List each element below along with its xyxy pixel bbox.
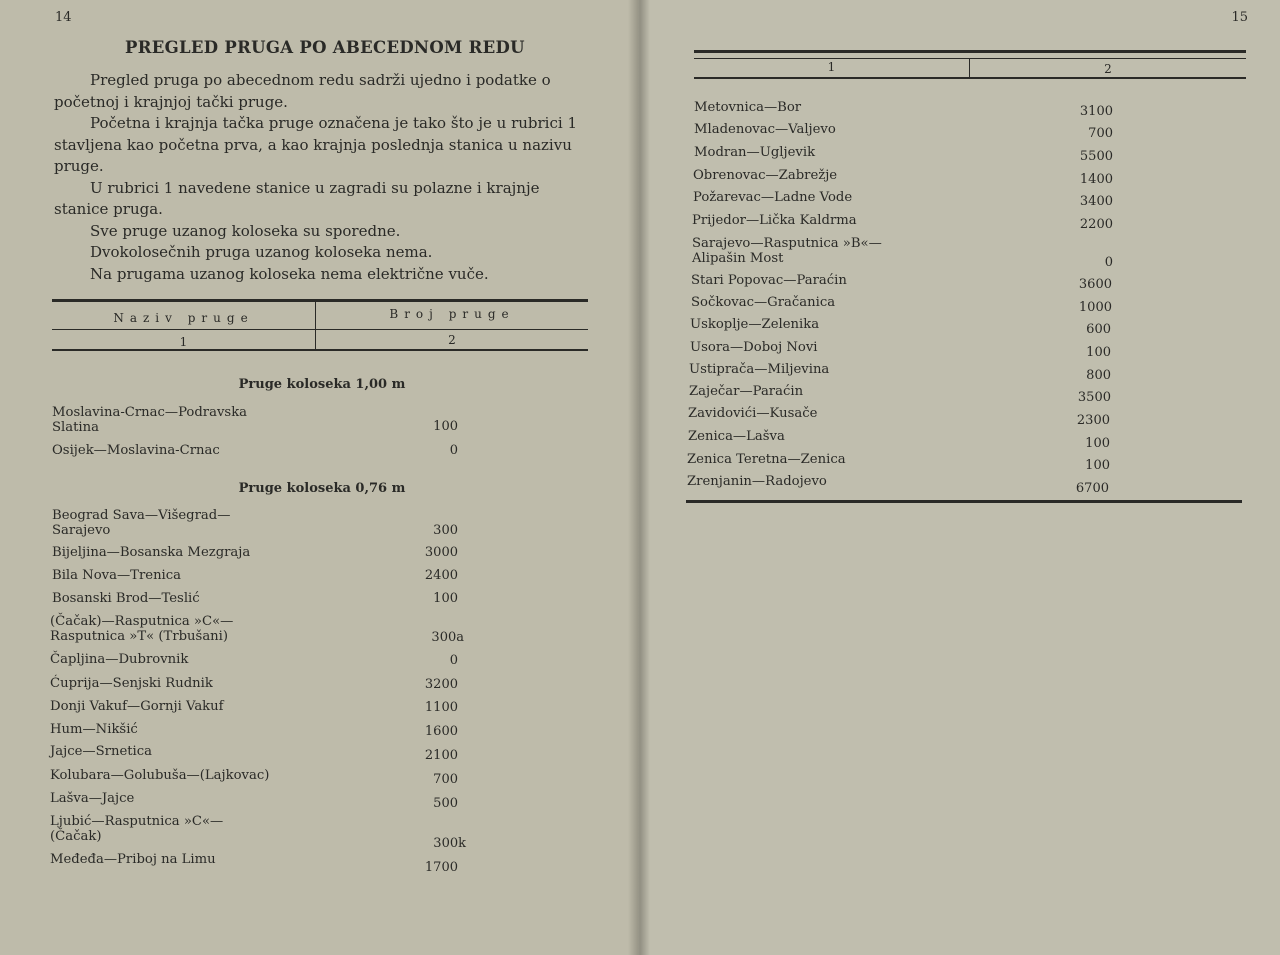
railway-number: 300a [431, 630, 464, 645]
railway-number: 300 [433, 523, 458, 538]
railway-number: 3600 [1078, 277, 1112, 292]
railway-name: Ljubić—Rasputnica »C«—(Čačak) [50, 814, 224, 844]
left-page [0, 0, 638, 955]
table-top-rule [694, 50, 1246, 53]
railway-number: 0 [449, 443, 458, 458]
railway-number: 2200 [1079, 217, 1113, 232]
railway-number: 100 [1086, 345, 1111, 360]
column-number-1: 1 [179, 335, 188, 349]
railway-number: 1700 [424, 860, 458, 875]
railway-name: Sočkovac—Gračanica [691, 295, 836, 310]
railway-name: Bila Nova—Trenica [52, 568, 182, 583]
railway-name: Bijeljina—Bosanska Mezgraja [52, 545, 251, 560]
page-heading: PREGLED PRUGA PO ABECEDNOM REDU [125, 38, 525, 57]
railway-name: Zrenjanin—Radojevo [687, 474, 827, 489]
intro-paragraph: Na prugama uzanog koloseka nema električne vuče. [90, 264, 489, 283]
railway-name: Bosanski Brod—Teslić [52, 591, 200, 606]
railway-number: 100 [433, 591, 458, 606]
railway-name: Beograd Sava—Višegrad—Sarajevo [52, 508, 231, 538]
railway-number: 3100 [1079, 104, 1113, 119]
table-header-bottom-rule [694, 77, 1246, 79]
railway-number: 700 [1088, 126, 1113, 141]
column-number-2: 2 [448, 333, 456, 347]
railway-name: Ćuprija—Senjski Rudnik [50, 676, 213, 691]
railway-name: Lašva—Jajce [50, 791, 135, 806]
table-header-bottom-rule [52, 349, 588, 351]
railway-name: Čapljina—Dubrovnik [50, 652, 189, 667]
railway-name: Međeđa—Priboj na Limu [50, 852, 216, 867]
railway-name: Moslavina-Crnac—Podravska Slatina [52, 405, 248, 435]
railway-name: Zenica Teretna—Zenica [687, 452, 846, 467]
railway-name: Donji Vakuf—Gornji Vakuf [50, 699, 224, 714]
railway-name: Zaječar—Paraćin [689, 384, 804, 399]
railway-number: 6700 [1075, 481, 1109, 496]
column-number-1: 1 [827, 60, 836, 74]
railway-number: 3200 [424, 677, 458, 692]
railway-name: Osijek—Moslavina-Crnac [52, 443, 220, 458]
railway-name: Prijedor—Lička Kaldrma [692, 213, 857, 228]
railway-number: 800 [1086, 368, 1111, 383]
right-page [638, 0, 1280, 955]
railway-number: 1600 [424, 724, 458, 739]
railway-number: 2400 [424, 568, 458, 583]
table-header-divider [694, 58, 1246, 59]
railway-name: Sarajevo—Rasputnica »B«—Alipašin Most [692, 236, 882, 266]
section-title-1m: Pruge koloseka 1,00 m [238, 377, 406, 392]
railway-number: 1000 [1078, 300, 1112, 315]
page-number: 15 [1231, 10, 1248, 25]
intro-paragraph: Pregled pruga po abecednom redu sadrži ujedno i podatke o početnoj i krajnjoj tački pruge. [54, 71, 551, 111]
railway-name: Kolubara—Golubuša—(Lajkovac) [50, 768, 270, 783]
column-number-2: 2 [1104, 62, 1112, 76]
railway-number: 2300 [1076, 413, 1110, 428]
railway-name: Mladenovac—Valjevo [694, 122, 836, 137]
railway-number: 1100 [424, 700, 458, 715]
railway-number: 600 [1086, 322, 1111, 337]
railway-name: Uskoplje—Zelenika [690, 317, 820, 332]
railway-name: Zenica—Lašva [688, 429, 785, 444]
railway-number: 0 [1104, 255, 1113, 270]
railway-name: Stari Popovac—Paraćin [691, 273, 847, 288]
railway-number: 100 [1085, 458, 1110, 473]
railway-number: 500 [433, 796, 458, 811]
intro-paragraph: U rubrici 1 navedene stanice u zagradi su polazne i krajnje stanice pruga. [54, 178, 540, 218]
table-top-rule [52, 299, 588, 302]
railway-number: 3500 [1077, 390, 1111, 405]
railway-number: 5500 [1079, 149, 1113, 164]
railway-number: 3400 [1079, 194, 1113, 209]
railway-name: Požarevac—Ladne Vode [693, 190, 853, 205]
intro-text [54, 70, 588, 285]
railway-number: 700 [433, 772, 458, 787]
railway-number: 2100 [424, 748, 458, 763]
railway-number: 0 [449, 653, 458, 668]
railway-name: Zavidovići—Kusače [688, 406, 818, 421]
railway-name: Obrenovac—Zabrežje [693, 168, 838, 183]
railway-number: 300k [433, 836, 466, 851]
railway-number: 100 [433, 419, 458, 434]
railway-name: Modran—Ugljevik [694, 145, 816, 160]
railway-number: 1400 [1079, 172, 1113, 187]
book-gutter [628, 0, 650, 955]
railway-name: Jajce—Srnetica [50, 744, 153, 759]
table-bottom-rule [686, 500, 1242, 503]
railway-name: Ustiprača—Miljevina [689, 362, 830, 377]
railway-name: (Čačak)—Rasputnica »C«—Rasputnica »T« (Trbušani) [50, 614, 234, 644]
column-header-naziv-pruge: Naziv pruge [113, 311, 254, 325]
intro-paragraph: Sve pruge uzanog koloseka su sporedne. [90, 221, 401, 240]
column-header-broj-pruge: Broj pruge [389, 307, 515, 321]
page-number: 14 [55, 10, 72, 25]
railway-number: 100 [1085, 436, 1110, 451]
railway-number: 3000 [424, 545, 458, 560]
railway-name: Hum—Nikšić [50, 722, 138, 737]
section-title-076m: Pruge koloseka 0,76 m [238, 481, 406, 496]
intro-paragraph: Dvokolosečnih pruga uzanog koloseka nema. [90, 243, 433, 261]
railway-name: Usora—Doboj Novi [690, 340, 818, 355]
table-header-divider [52, 329, 588, 330]
railway-name: Metovnica—Bor [694, 100, 802, 115]
intro-paragraph: Početna i krajnja tačka pruge označena je tako što je u rubrici 1 stavljena kao početna prva, a kao krajnja poslednja stanica u nazivu pruge. [54, 114, 577, 175]
